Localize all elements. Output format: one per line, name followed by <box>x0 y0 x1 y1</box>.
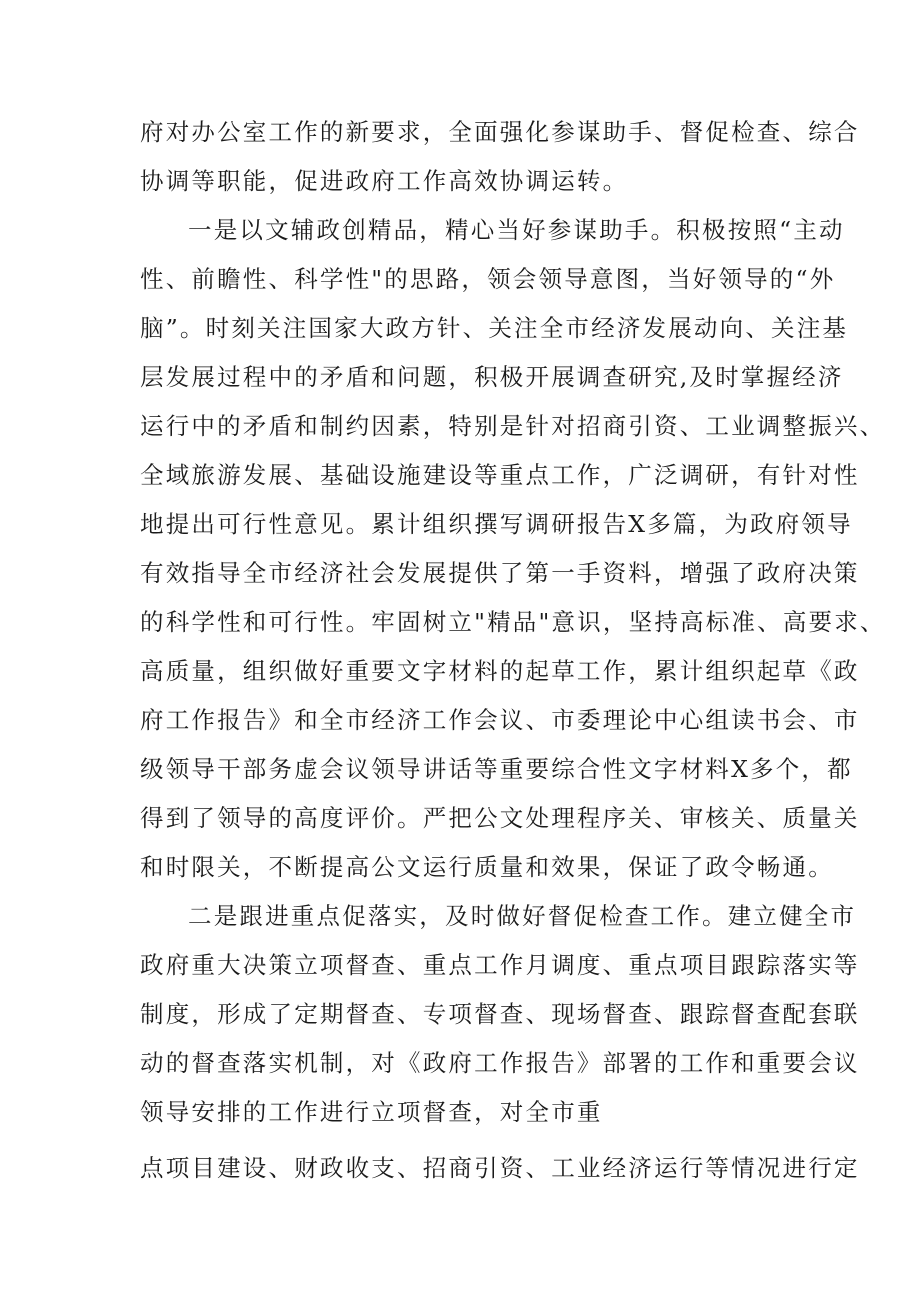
text-line: 运行中的矛盾和制约因素，特别是针对招商引资、工业调整振兴、 <box>140 412 886 440</box>
text-line: 层发展过程中的矛盾和问题，积极开展调查研究,及时掌握经济 <box>140 363 844 391</box>
paragraph-start-line: 一是以文辅政创精品，精心当好参谋助手。积极按照“主动 <box>188 216 845 244</box>
text-line: 级领导干部务虚会议领导讲话等重要综合性文字材料X多个，都 <box>140 755 853 783</box>
text-line: 脑”。时刻关注国家大政方针、关注全市经济发展动向、关注基 <box>140 314 849 342</box>
text-line: 领导安排的工作进行立项督查，对全市重 <box>140 1098 603 1126</box>
paragraph-start-line: 二是跟进重点促落实，及时做好督促检查工作。建立健全市 <box>188 902 857 930</box>
text-line: 府工作报告》和全市经济工作会议、市委理论中心组读书会、市 <box>140 706 860 734</box>
text-line: 地提出可行性意见。累计组织撰写调研报告X多篇，为政府领导 <box>140 510 853 538</box>
text-line: 协调等职能，促进政府工作高效协调运转。 <box>140 167 629 195</box>
text-line: 政府重大决策立项督查、重点工作月调度、重点项目跟踪落实等 <box>140 951 860 979</box>
text-line: 全域旅游发展、基础设施建设等重点工作，广泛调研，有针对性 <box>140 461 860 489</box>
text-line: 的科学性和可行性。牢固树立"精品"意识，坚持高标准、高要求、 <box>140 608 886 636</box>
text-line: 点项目建设、财政收支、招商引资、工业经济运行等情况进行定 <box>140 1154 860 1182</box>
text-line: 有效指导全市经济社会发展提供了第一手资料，增强了政府决策 <box>140 559 860 587</box>
text-line: 动的督查落实机制，对《政府工作报告》部署的工作和重要会议 <box>140 1049 860 1077</box>
text-line: 高质量，组织做好重要文字材料的起草工作，累计组织起草《政 <box>140 657 860 685</box>
text-line: 府对办公室工作的新要求，全面强化参谋助手、督促检查、综合 <box>140 118 860 146</box>
text-line: 性、前瞻性、科学性"的思路，领会领导意图，当好领导的“外 <box>140 265 836 293</box>
text-line: 和时限关，不断提高公文运行质量和效果，保证了政令畅通。 <box>140 853 834 881</box>
text-line: 得到了领导的高度评价。严把公文处理程序关、审核关、质量关 <box>140 804 860 832</box>
text-line: 制度，形成了定期督查、专项督查、现场督查、跟踪督查配套联 <box>140 1000 860 1028</box>
